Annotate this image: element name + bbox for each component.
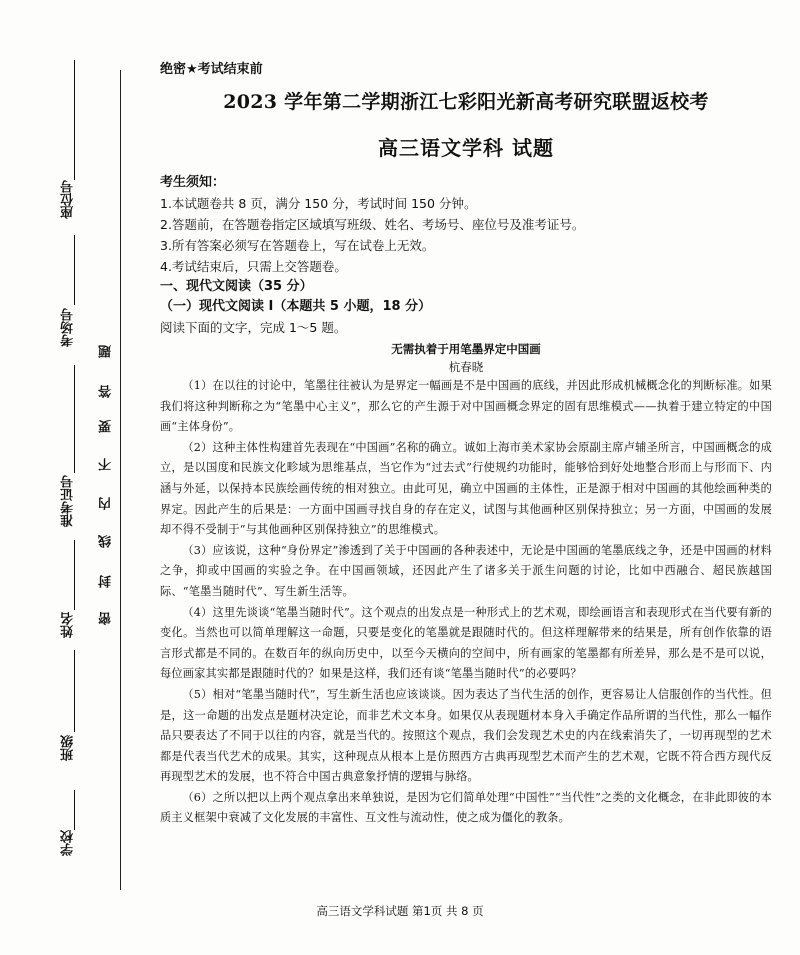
note-item-1: 1.本试题卷共 8 页，满分 150 分，考试时间 150 分钟。: [160, 196, 477, 211]
school-rule: [74, 790, 75, 830]
seat-rule: [74, 60, 75, 180]
warning-char-8: 密: [99, 612, 114, 625]
seat-label: 座位号: [61, 180, 76, 219]
name-rule: [74, 540, 75, 610]
warning-char-5: 内: [99, 497, 114, 510]
secret-mark: 绝密★考试结束前: [160, 62, 263, 77]
section-heading: 一、现代文阅读（35 分）: [160, 279, 313, 294]
warning-char-1: 题: [99, 345, 114, 358]
ticket-label: 准考证号: [61, 475, 76, 527]
ticket-rule: [74, 365, 75, 473]
exam-title: 2023 学年第二学期浙江七彩阳光新高考研究联盟返校考: [223, 91, 709, 113]
article-author: 杭春晓: [448, 360, 484, 374]
seal-line: [120, 70, 121, 890]
warning-char-6: 线: [99, 535, 114, 548]
class-label: 班级: [61, 735, 76, 761]
article-paragraph-4: （4）这里先谈谈“笔墨当随时代”。这个观点的出发点是一种形式上的艺术观，即绘画语言和表现形式在当代要有新的变化。当然也可以简单理解这一命题，只要是变化的笔墨就是跟随时代的。但这样理解带来的结果是，所有创作依靠的语言形式都是不同的。在数百年的纵向历史中，以至今天横向的空间中，所有画家的笔墨都有所差异，那么是不是可以说，每位画家其实都是跟随时代的？如果是这样，我们还有谈“笔墨当随时代”的必要吗？: [160, 605, 772, 681]
article-paragraph-2: （2）这种主体性构建首先表现在“中国画”名称的确立。诚如上海市美术家协会原副主席卢辅圣所言，中国画概念的成立，是以国度和民族文化畛域为思维基点，当它作为“过去式”行使规约功能时，能够恰到好处地整合形而上与形而下、内涵与外延，以保持本民族绘画传统的相对独立。由此可见，确立中国画的主体性，正是源于相对中国画的其他绘画种类的界定。因此产生的后果是：一方面中国画寻找自身的存在定义，试图与其他画种区别保持独立；另一方面，中国画的发展却不得不受制于“与其他画种区别保持独立”的思维模式。: [160, 440, 772, 537]
notes-heading: 考生须知：: [160, 175, 226, 190]
note-item-2: 2.答题前，在答题卷指定区域填写班级、姓名、考场号、座位号及准考证号。: [160, 217, 585, 232]
note-item-3: 3.所有答案必须写在答题卷上，写在试卷上无效。: [160, 238, 435, 253]
note-item-4: 4.考试结束后，只需上交答题卷。: [160, 259, 347, 274]
article-paragraph-3: （3）应该说，这种“身份界定”渗透到了关于中国画的各种表述中，无论是中国画的笔墨底线之争，还是中国画的材料之争，抑或中国画的实验之争。在中国画领域，还因此产生了诸多关于派生问题的讨论，比如中西融合、超民族越国际、“笔墨当随时代”、写生新生活等。: [160, 543, 772, 598]
subsection-heading: （一）现代文阅读 I（本题共 5 小题，18 分）: [160, 299, 432, 314]
exam-page: [160, 58, 772, 829]
warning-char-4: 不: [99, 458, 114, 471]
exam-room-label: 考场号: [61, 308, 76, 347]
article-title: 无需执着于用笔墨界定中国画: [391, 342, 541, 356]
class-rule: [74, 650, 75, 732]
exam-room-rule: [74, 235, 75, 305]
warning-char-3: 要: [99, 420, 114, 433]
article-paragraph-1: （1）在以往的讨论中，笔墨往往被认为是界定一幅画是不是中国画的底线，并因此形成机械概念化的判断标准。如果我们将这种判断称之为“笔墨中心主义”，那么它的产生源于对中国画概念界定的固有思维模式——执着于建立特定的中国画“主体身份”。: [160, 379, 772, 434]
school-label: 学校: [61, 830, 76, 856]
article-paragraph-6: （6）之所以把以上两个观点拿出来单独说，是因为它们简单处理“中国性”“当代性”之类的文化概念，在非此即彼的本质主义框架中衰减了文化发展的丰富性、互文性与流动性，使之成为僵化的教条。: [160, 790, 772, 825]
exam-subtitle: 高三语文学科 试题: [378, 136, 554, 160]
reading-instruction: 阅读下面的文字，完成 1～5 题。: [160, 320, 347, 335]
name-label: 姓名: [61, 612, 76, 638]
page-footer: 高三语文学科试题 第1页 共 8 页: [316, 904, 484, 918]
warning-char-7: 封: [99, 575, 114, 588]
binding-margin: [0, 0, 150, 955]
warning-char-2: 答: [99, 385, 114, 398]
article-paragraph-5: （5）相对“笔墨当随时代”，写生新生活也应该谈谈。因为表达了当代生活的创作，更容易让人信服创作的当代性。但是，这一命题的出发点是题材决定论，而非艺术文本身。如果仅从表现题材本身入手确定作品所谓的当代性，那么一幅作品只要表达了不同于以往的内容，就是当代的。按照这个观点，我们会发现艺术史的内在线索消失了，一切再现型的艺术都是代表当代艺术的成果。其实，这种现点从根本上是仿照西方古典再现型艺术而产生的艺术观，它既不符合西方现代反再现型艺术的发展，也不符合中国古典意象抒情的逻辑与脉络。: [160, 687, 772, 784]
